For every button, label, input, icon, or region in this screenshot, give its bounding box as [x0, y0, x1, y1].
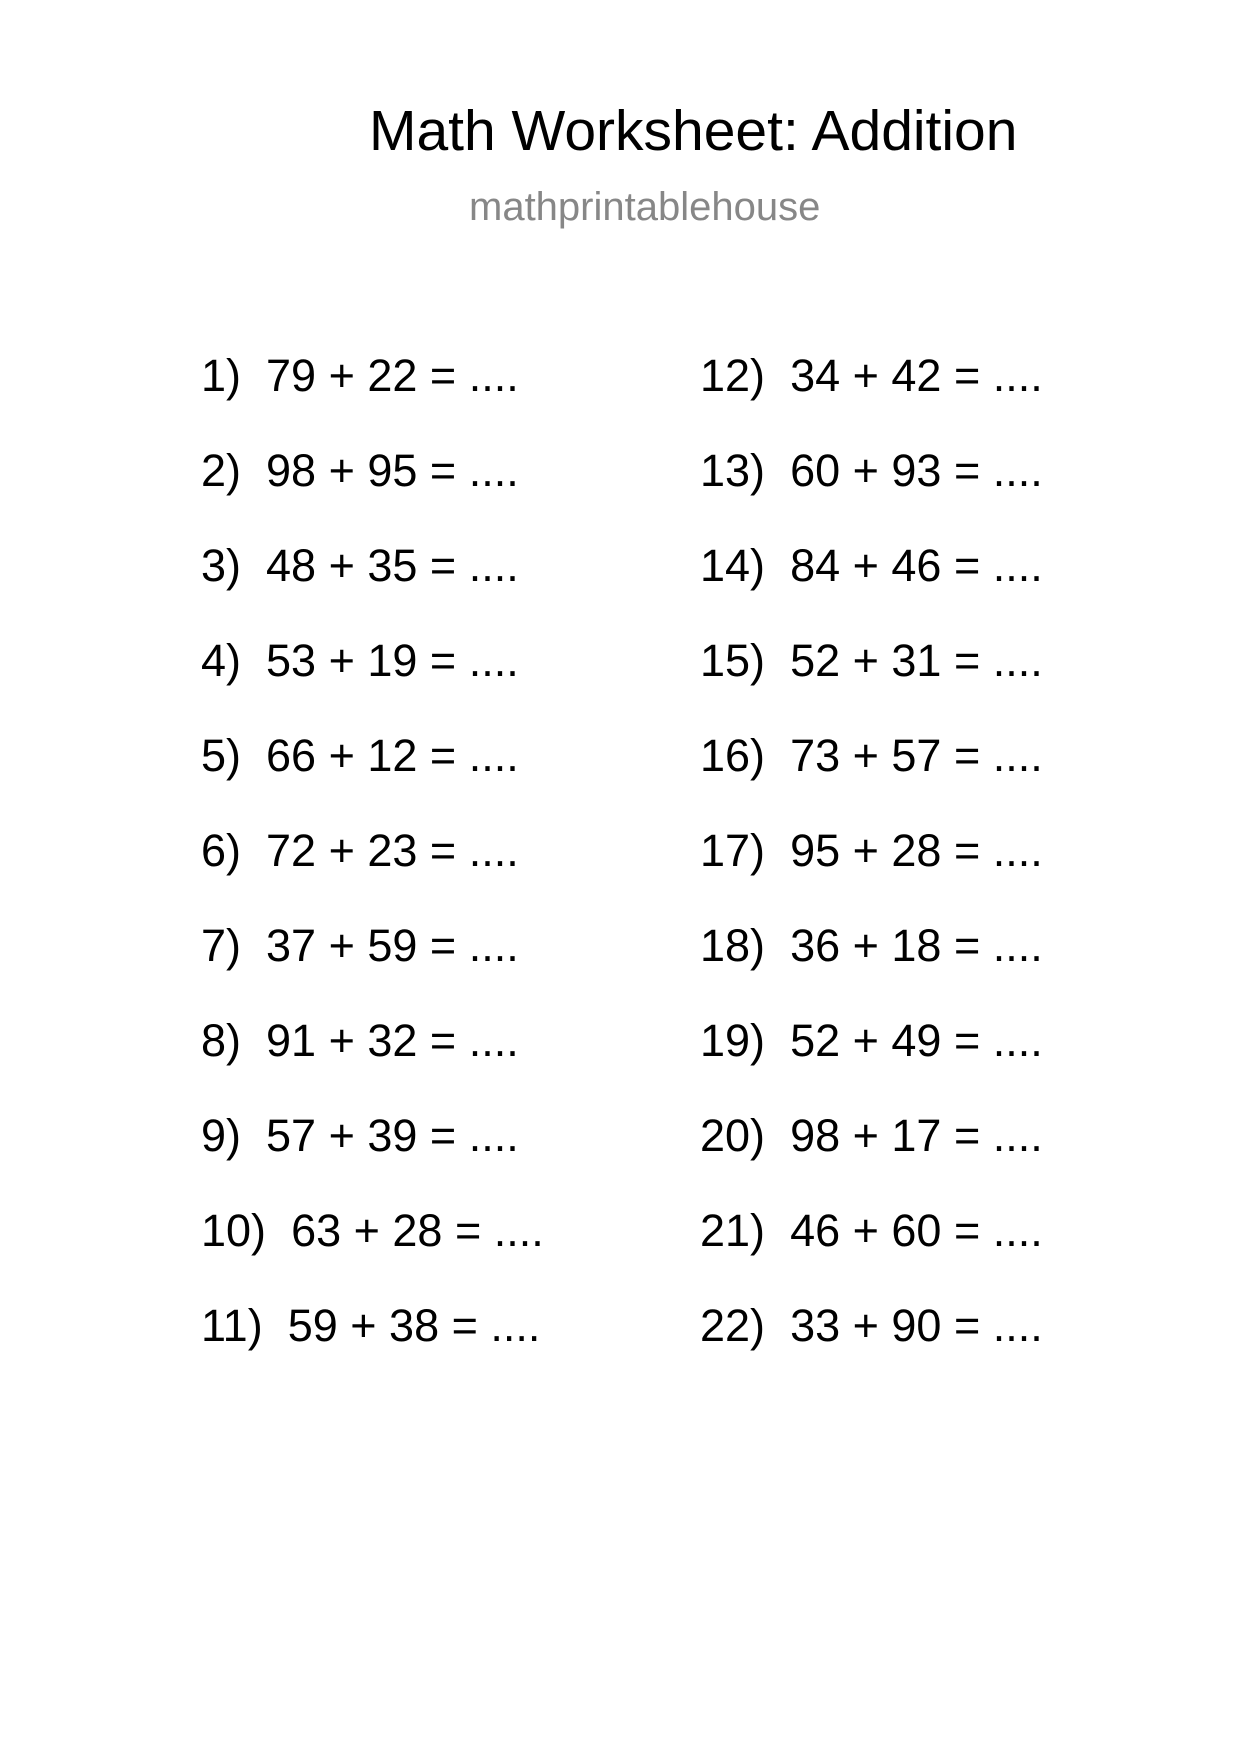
problem-expression: 73 + 57 = ....	[790, 730, 1043, 781]
problem-item	[201, 1015, 544, 1110]
problem-number: 18)	[700, 920, 766, 971]
problem-expression: 98 + 17 = ....	[790, 1110, 1043, 1161]
problem-expression: 52 + 31 = ....	[790, 635, 1043, 686]
problem-item	[201, 635, 544, 730]
problems-left-column	[201, 350, 544, 1395]
problem-expression: 34 + 42 = ....	[790, 350, 1043, 401]
problem-expression: 59 + 38 = ....	[287, 1300, 541, 1351]
problem-expression: 66 + 12 = ....	[266, 730, 519, 781]
problem-expression: 36 + 18 = ....	[790, 920, 1043, 971]
problem-number: 15)	[700, 635, 766, 686]
problem-item	[700, 730, 1043, 825]
problem-number: 1)	[201, 350, 242, 401]
problem-number: 4)	[201, 635, 242, 686]
problem-item	[201, 825, 544, 920]
problem-item	[201, 1205, 544, 1300]
problem-item	[201, 1110, 544, 1205]
problem-number: 5)	[201, 730, 242, 781]
problem-item	[700, 635, 1043, 730]
problem-expression: 91 + 32 = ....	[266, 1015, 519, 1066]
problem-expression: 72 + 23 = ....	[266, 825, 519, 876]
problem-item	[700, 1205, 1043, 1300]
problem-expression: 98 + 95 = ....	[266, 445, 519, 496]
problem-number: 7)	[201, 920, 242, 971]
problem-expression: 48 + 35 = ....	[266, 540, 519, 591]
problem-item	[201, 445, 544, 540]
problem-item	[201, 350, 544, 445]
problem-number: 8)	[201, 1015, 242, 1066]
problem-number: 11)	[201, 1300, 263, 1351]
problem-expression: 95 + 28 = ....	[790, 825, 1043, 876]
problem-item	[700, 350, 1043, 445]
problem-item	[700, 825, 1043, 920]
problem-number: 22)	[700, 1300, 766, 1351]
problem-number: 13)	[700, 445, 766, 496]
problem-item	[700, 1300, 1043, 1395]
problem-expression: 60 + 93 = ....	[790, 445, 1043, 496]
problem-number: 6)	[201, 825, 242, 876]
problem-item	[700, 445, 1043, 540]
problem-number: 17)	[700, 825, 766, 876]
problem-item	[201, 730, 544, 825]
problem-item	[700, 1110, 1043, 1205]
problem-item	[201, 1300, 544, 1395]
worksheet-subtitle: mathprintablehouse	[469, 185, 821, 229]
problem-item	[201, 540, 544, 635]
problem-number: 21)	[700, 1205, 766, 1256]
problem-expression: 63 + 28 = ....	[291, 1205, 544, 1256]
problem-item	[201, 920, 544, 1015]
problem-expression: 46 + 60 = ....	[790, 1205, 1043, 1256]
problem-item	[700, 540, 1043, 635]
problem-expression: 33 + 90 = ....	[790, 1300, 1043, 1351]
problem-number: 10)	[201, 1205, 267, 1256]
problem-expression: 53 + 19 = ....	[266, 635, 519, 686]
problem-expression: 52 + 49 = ....	[790, 1015, 1043, 1066]
problem-expression: 37 + 59 = ....	[266, 920, 519, 971]
problem-number: 19)	[700, 1015, 766, 1066]
problem-number: 14)	[700, 540, 766, 591]
problem-number: 2)	[201, 445, 242, 496]
problem-number: 12)	[700, 350, 766, 401]
problem-number: 3)	[201, 540, 242, 591]
problem-number: 9)	[201, 1110, 242, 1161]
problems-right-column	[700, 350, 1043, 1395]
problem-expression: 57 + 39 = ....	[266, 1110, 519, 1161]
problem-number: 20)	[700, 1110, 766, 1161]
problem-item	[700, 920, 1043, 1015]
problem-expression: 84 + 46 = ....	[790, 540, 1043, 591]
problem-item	[700, 1015, 1043, 1110]
worksheet-title: Math Worksheet: Addition	[369, 99, 1018, 163]
problem-number: 16)	[700, 730, 766, 781]
problem-expression: 79 + 22 = ....	[266, 350, 519, 401]
